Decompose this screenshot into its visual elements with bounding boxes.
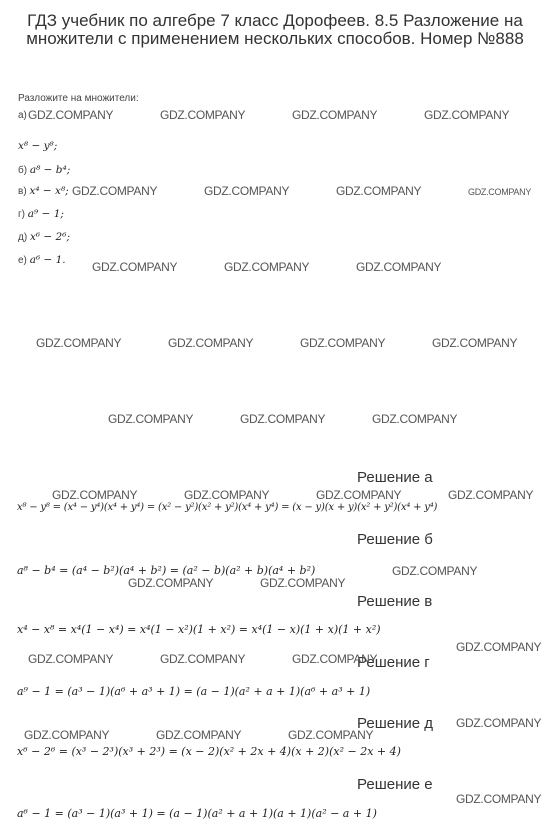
watermark: GDZ.COMPANY — [392, 564, 478, 578]
watermark: GDZ.COMPANY — [224, 260, 310, 274]
watermark: GDZ.COMPANY — [432, 336, 518, 350]
task-item-e-expr: x⁶ − 2⁶; — [29, 231, 70, 243]
watermark: GDZ.COMPANY — [160, 108, 246, 122]
task-item-a-label: а) — [18, 110, 27, 121]
watermark: GDZ.COMPANY — [260, 576, 346, 590]
watermark: GDZ.COMPANY — [128, 576, 214, 590]
task-item-b-expr: a⁸ − b⁴; — [29, 164, 71, 176]
solution-d-expr: a⁹ − 1 = (a³ − 1)(a⁶ + a³ + 1) = (a − 1)(a² + a + 1)(a⁶ + a³ + 1) — [17, 685, 371, 698]
solution-d-title: Решение г — [357, 654, 430, 671]
watermark: GDZ.COMPANY — [456, 640, 542, 654]
watermark: GDZ.COMPANY — [292, 108, 378, 122]
task-item-a — [18, 140, 57, 152]
watermark: GDZ.COMPANY — [28, 108, 114, 122]
watermark: GDZ.COMPANY — [292, 652, 378, 666]
task-item-b — [18, 164, 70, 176]
watermark: GDZ.COMPANY — [372, 412, 458, 426]
watermark: GDZ.COMPANY — [300, 336, 386, 350]
watermark: GDZ.COMPANY — [156, 728, 242, 742]
watermark: GDZ.COMPANY — [108, 412, 194, 426]
solution-a-expr: x⁸ − y⁸ = (x⁴ − y⁴)(x⁴ + y⁴) = (x² − y²)(x² + y²)(x⁴ + y⁴) = (x − y)(x + y)(x² + y²)(x⁴ + y⁴) — [17, 502, 438, 513]
watermark: GDZ.COMPANY — [456, 792, 542, 806]
task-item-d-label: г) — [18, 209, 25, 220]
watermark: GDZ.COMPANY — [316, 488, 402, 502]
task-item-f-label: е) — [18, 255, 27, 266]
watermark: GDZ.COMPANY — [240, 412, 326, 426]
solution-e-expr: x⁶ − 2⁶ = (x³ − 2³)(x³ + 2³) = (x − 2)(x² + 2x + 4)(x + 2)(x² − 2x + 4) — [17, 745, 401, 758]
solution-b-expr: a⁸ − b⁴ = (a⁴ − b²)(a⁴ + b²) = (a² − b)(a² + b)(a⁴ + b²) — [17, 564, 316, 577]
solution-b-title: Решение б — [357, 531, 433, 548]
solution-f-expr: a⁶ − 1 = (a³ − 1)(a³ + 1) = (a − 1)(a² + a + 1)(a + 1)(a² − a + 1) — [17, 807, 377, 820]
watermark: GDZ.COMPANY — [92, 260, 178, 274]
watermark: GDZ.COMPANY — [424, 108, 510, 122]
task-instruction: Разложите на множители: — [18, 93, 139, 104]
watermark: GDZ.COMPANY — [204, 184, 290, 198]
watermark: GDZ.COMPANY — [184, 488, 270, 502]
task-item-e-label: д) — [18, 232, 28, 243]
watermark: GDZ.COMPANY — [336, 184, 422, 198]
watermark: GDZ.COMPANY — [72, 184, 158, 198]
task-item-d — [18, 208, 64, 220]
watermark: GDZ.COMPANY — [356, 260, 442, 274]
solution-e-title: Решение д — [357, 715, 433, 732]
watermark: GDZ.COMPANY — [168, 336, 254, 350]
task-item-a-expr: x⁸ − y⁸; — [18, 140, 58, 152]
watermark: GDZ.COMPANY — [288, 728, 374, 742]
task-item-d-expr: a⁹ − 1; — [27, 208, 64, 220]
task-item-f — [18, 254, 66, 266]
watermark: GDZ.COMPANY — [28, 652, 114, 666]
solution-f-title: Решение е — [357, 776, 433, 793]
task-item-f-expr: a⁶ − 1. — [29, 254, 66, 266]
page-title: ГДЗ учебник по алгебре 7 класс Дорофеев. 8.5 Разложение на множители с применением нескольких способов. Номер №888 — [26, 11, 524, 48]
watermark: GDZ.COMPANY — [456, 716, 542, 730]
watermark: GDZ.COMPANY — [448, 488, 534, 502]
watermark: GDZ.COMPANY — [52, 488, 138, 502]
watermark: GDZ.COMPANY — [160, 652, 246, 666]
solution-a-title: Решение а — [357, 469, 433, 486]
task-item-c-expr: x⁴ − x⁸; — [29, 185, 69, 197]
watermark: GDZ.COMPANY — [24, 728, 110, 742]
solution-c-title: Решение в — [357, 593, 433, 610]
task-item-b-label: б) — [18, 165, 28, 176]
solution-c-expr: x⁴ − x⁸ = x⁴(1 − x⁴) = x⁴(1 − x²)(1 + x²) = x⁴(1 − x)(1 + x)(1 + x²) — [17, 623, 381, 636]
watermark: GDZ.COMPANY — [36, 336, 122, 350]
task-item-c-label: в) — [18, 186, 27, 197]
task-item-e — [18, 231, 70, 243]
watermark: GDZ.COMPANY — [468, 187, 532, 197]
task-item-c — [18, 185, 69, 197]
